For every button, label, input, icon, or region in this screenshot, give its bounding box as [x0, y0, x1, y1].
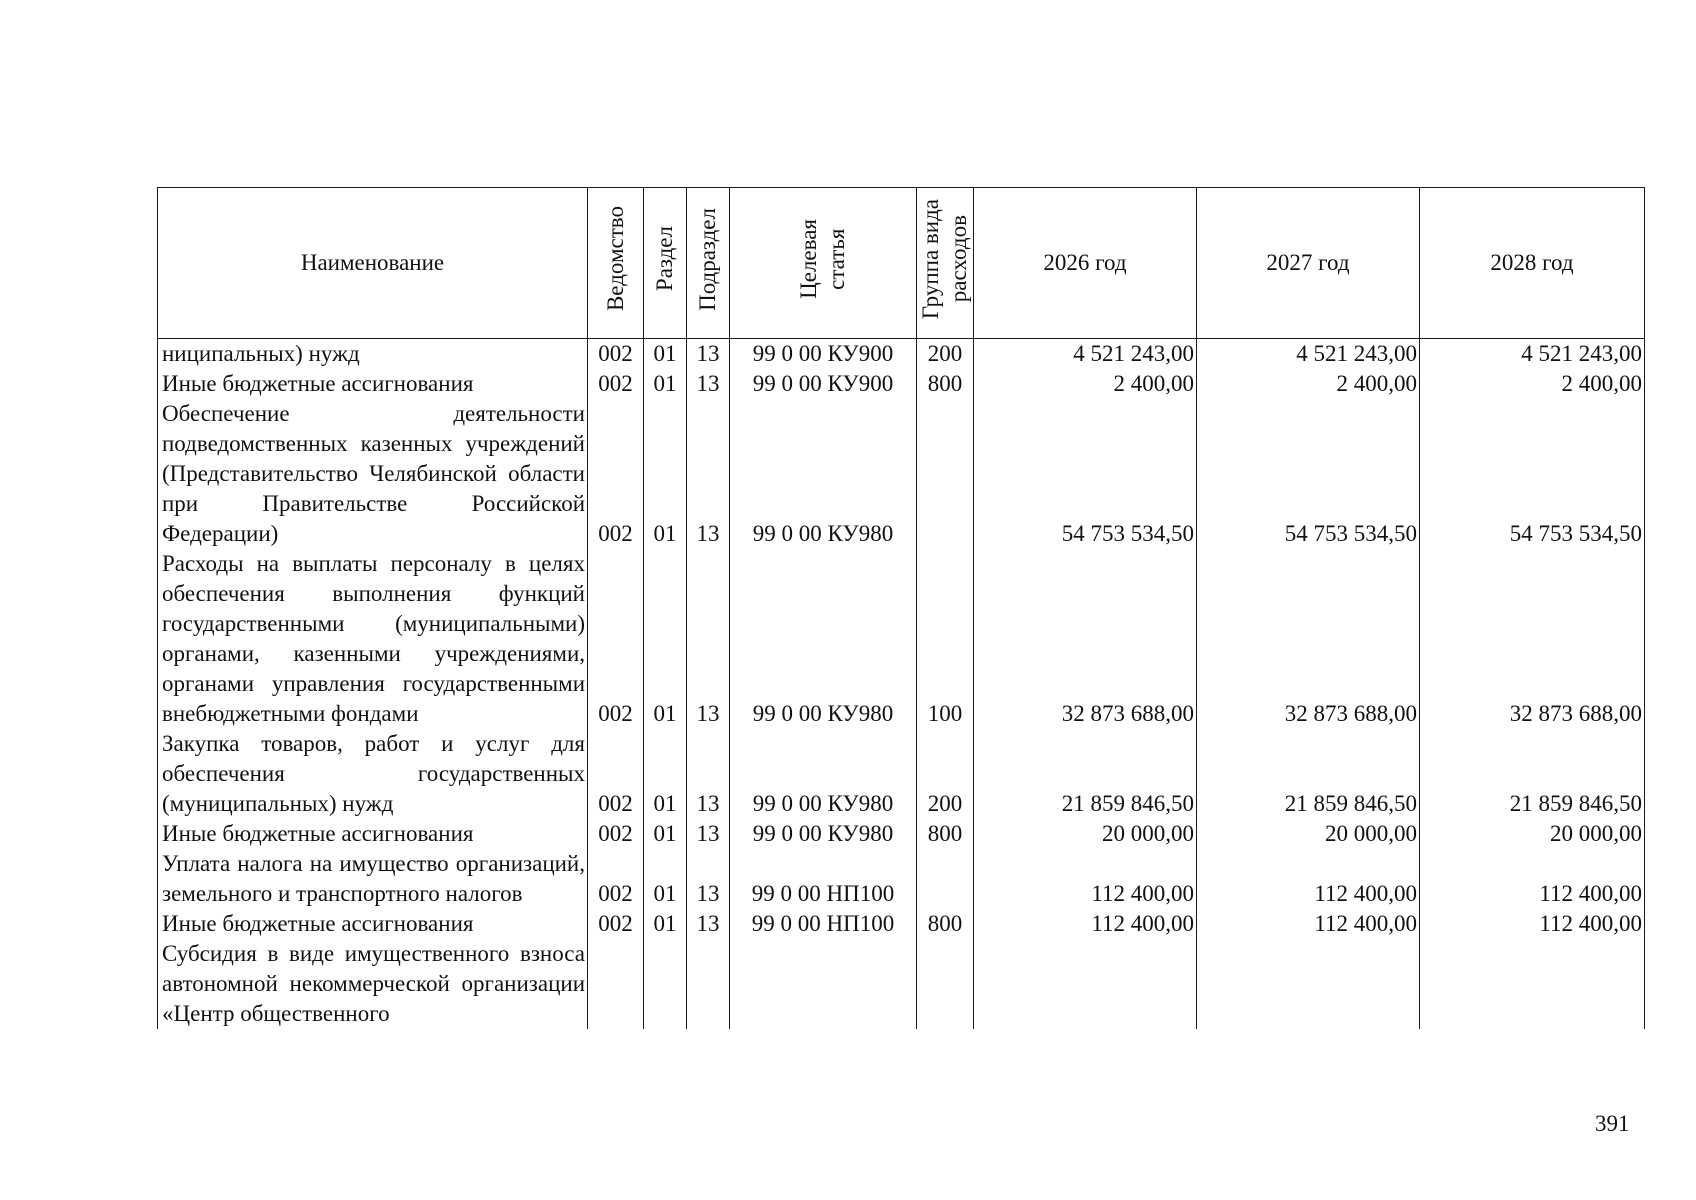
row-amount-2028: 112 400,00	[1420, 909, 1645, 939]
row-expense-group	[917, 939, 974, 1029]
row-expense-group: 800	[917, 819, 974, 849]
row-amount-2027: 112 400,00	[1197, 849, 1420, 909]
header-target-article: Целевая статья	[730, 188, 917, 339]
budget-table	[157, 187, 1645, 1029]
row-target-article: 99 0 00 НП100	[730, 849, 917, 909]
row-name: Иные бюджетные ассигнования	[158, 909, 588, 939]
row-amount-2028: 4 521 243,00	[1420, 339, 1645, 370]
row-name: Иные бюджетные ассигнования	[158, 369, 588, 399]
row-expense-group: 800	[917, 909, 974, 939]
row-name: Субсидия в виде имущественного взноса автономной некоммерческой организации «Центр общественного	[158, 939, 588, 1029]
row-amount-2026: 112 400,00	[974, 909, 1197, 939]
header-year-2026: 2026 год	[974, 188, 1197, 339]
header-expense-group: Группа вида расходов	[917, 188, 974, 339]
row-amount-2027: 112 400,00	[1197, 909, 1420, 939]
header-subsection: Подраздел	[687, 188, 730, 339]
row-section: 01	[644, 549, 687, 729]
table-header-row	[158, 188, 1645, 339]
row-name: Расходы на выплаты персоналу в целях обеспечения выполнения функций государственными (муниципальными) органами, казенными учреждениями, органами управления государственными внебюджетными фондами	[158, 549, 588, 729]
row-target-article: 99 0 00 КУ980	[730, 819, 917, 849]
row-target-article: 99 0 00 НП100	[730, 909, 917, 939]
row-section: 01	[644, 819, 687, 849]
row-amount-2026: 21 859 846,50	[974, 729, 1197, 819]
header-year-2028: 2028 год	[1420, 188, 1645, 339]
row-amount-2028: 2 400,00	[1420, 369, 1645, 399]
header-name: Наименование	[158, 188, 588, 339]
row-target-article: 99 0 00 КУ980	[730, 729, 917, 819]
row-expense-group: 200	[917, 339, 974, 370]
row-subsection: 13	[687, 399, 730, 549]
row-name: Иные бюджетные ассигнования	[158, 819, 588, 849]
row-expense-group: 200	[917, 729, 974, 819]
row-department	[588, 939, 644, 1029]
table-row	[158, 399, 1645, 549]
row-amount-2026: 20 000,00	[974, 819, 1197, 849]
row-section: 01	[644, 729, 687, 819]
row-name: Уплата налога на имущество организаций, земельного и транспортного налогов	[158, 849, 588, 909]
row-subsection: 13	[687, 369, 730, 399]
header-department: Ведомство	[588, 188, 644, 339]
row-subsection: 13	[687, 339, 730, 370]
row-amount-2028	[1420, 939, 1645, 1029]
row-section: 01	[644, 339, 687, 370]
row-section	[644, 939, 687, 1029]
row-amount-2028: 32 873 688,00	[1420, 549, 1645, 729]
table-row	[158, 729, 1645, 819]
row-department: 002	[588, 909, 644, 939]
row-department: 002	[588, 549, 644, 729]
row-subsection	[687, 939, 730, 1029]
row-target-article: 99 0 00 КУ980	[730, 399, 917, 549]
row-name: ниципальных) нужд	[158, 339, 588, 370]
row-amount-2027: 4 521 243,00	[1197, 339, 1420, 370]
row-amount-2027: 21 859 846,50	[1197, 729, 1420, 819]
row-amount-2028: 20 000,00	[1420, 819, 1645, 849]
row-department: 002	[588, 339, 644, 370]
row-expense-group	[917, 849, 974, 909]
row-expense-group	[917, 399, 974, 549]
row-amount-2026: 32 873 688,00	[974, 549, 1197, 729]
row-amount-2026	[974, 939, 1197, 1029]
row-amount-2027: 32 873 688,00	[1197, 549, 1420, 729]
page-number: 391	[1595, 1111, 1630, 1136]
row-target-article: 99 0 00 КУ900	[730, 339, 917, 370]
row-subsection: 13	[687, 849, 730, 909]
row-target-article: 99 0 00 КУ900	[730, 369, 917, 399]
table-row	[158, 849, 1645, 909]
row-amount-2026: 112 400,00	[974, 849, 1197, 909]
table-row	[158, 339, 1645, 370]
table-row	[158, 549, 1645, 729]
row-expense-group: 800	[917, 369, 974, 399]
row-amount-2026: 2 400,00	[974, 369, 1197, 399]
row-subsection: 13	[687, 819, 730, 849]
row-amount-2027: 20 000,00	[1197, 819, 1420, 849]
table-row	[158, 909, 1645, 939]
table-row	[158, 369, 1645, 399]
row-amount-2026: 54 753 534,50	[974, 399, 1197, 549]
row-amount-2027	[1197, 939, 1420, 1029]
row-amount-2028: 54 753 534,50	[1420, 399, 1645, 549]
row-name: Обеспечение деятельности подведомственных казенных учреждений (Представительство Челябинской области при Правительстве Российской Федерации)	[158, 399, 588, 549]
row-amount-2027: 54 753 534,50	[1197, 399, 1420, 549]
row-amount-2028: 21 859 846,50	[1420, 729, 1645, 819]
row-amount-2028: 112 400,00	[1420, 849, 1645, 909]
row-department: 002	[588, 849, 644, 909]
row-target-article	[730, 939, 917, 1029]
row-name: Закупка товаров, работ и услуг для обеспечения государственных (муниципальных) нужд	[158, 729, 588, 819]
row-department: 002	[588, 729, 644, 819]
row-department: 002	[588, 369, 644, 399]
row-subsection: 13	[687, 909, 730, 939]
row-subsection: 13	[687, 549, 730, 729]
row-amount-2026: 4 521 243,00	[974, 339, 1197, 370]
row-target-article: 99 0 00 КУ980	[730, 549, 917, 729]
table-row	[158, 939, 1645, 1029]
row-department: 002	[588, 399, 644, 549]
row-subsection: 13	[687, 729, 730, 819]
row-section: 01	[644, 909, 687, 939]
row-section: 01	[644, 399, 687, 549]
header-year-2027: 2027 год	[1197, 188, 1420, 339]
header-section: Раздел	[644, 188, 687, 339]
row-expense-group: 100	[917, 549, 974, 729]
row-amount-2027: 2 400,00	[1197, 369, 1420, 399]
row-department: 002	[588, 819, 644, 849]
row-section: 01	[644, 849, 687, 909]
table-row	[158, 819, 1645, 849]
row-section: 01	[644, 369, 687, 399]
